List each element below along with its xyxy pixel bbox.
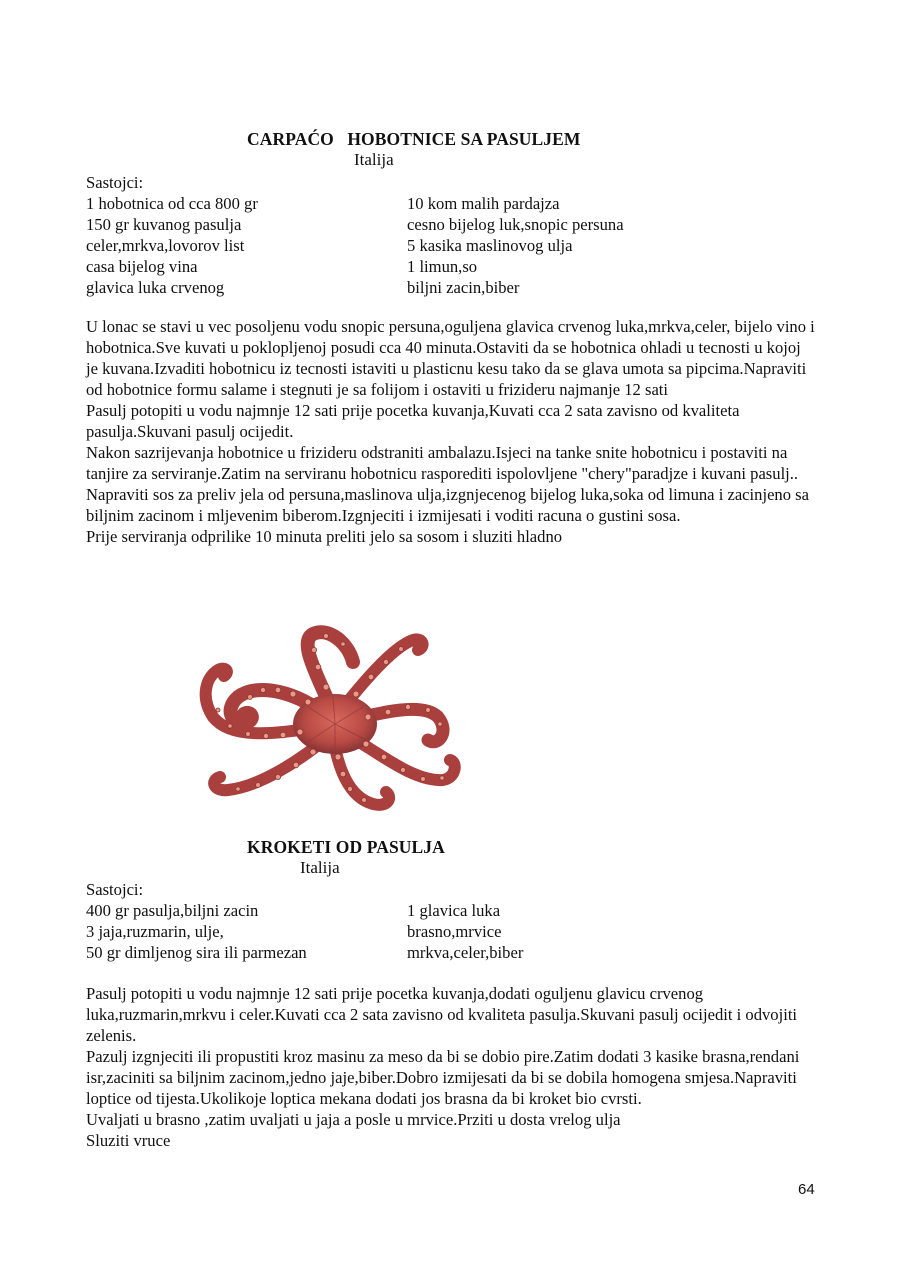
page-number: 64 xyxy=(798,1181,815,1198)
recipe-1-origin: Italija xyxy=(354,150,394,169)
ingredient-item: 3 jaja,ruzmarin, ulje, xyxy=(86,922,224,941)
recipe-2-title: KROKETI OD PASULJA xyxy=(247,837,445,857)
ingredient-item: 10 kom malih pardajza xyxy=(407,194,560,213)
recipe-2-ingredients-label: Sastojci: xyxy=(86,880,144,899)
instruction-paragraph: Uvaljati u brasno ,zatim uvaljati u jaja a posle u mrvice.Prziti u dosta vrelog ulja xyxy=(86,1110,621,1129)
instruction-paragraph: Napraviti sos za preliv jela od persuna,maslinova ulja,izgnjecenog bijelog luka,soka od limuna i zacinjeno sa biljnim zacinom i mljevenim biberom.Izgnjeciti i izmijesati i voditi racuna o gustini sosa. xyxy=(86,485,809,525)
ingredient-item: 1 glavica luka xyxy=(407,901,501,920)
ingredient-item: 1 limun,so xyxy=(407,257,478,276)
recipe-1-title-part1: CARPAĆO xyxy=(247,129,334,149)
instruction-paragraph: Sluziti vruce xyxy=(86,1131,171,1150)
recipe-1-ingredients-left xyxy=(86,193,258,298)
instruction-paragraph: Pasulj potopiti u vodu najmnje 12 sati prije pocetka kuvanja,dodati oguljenu glavicu crvenog luka,ruzmarin,mrkvu i celer.Kuvati cca 2 sata zavisno od kvaliteta pasulja.Skuvani pasulj ocijedit i odvojiti zelenis. xyxy=(86,984,798,1045)
recipe-1-ingredients-right xyxy=(407,193,624,298)
recipe-1-title xyxy=(247,129,581,150)
instruction-paragraph: U lonac se stavi u vec posoljenu vodu snopic persuna,oguljena glavica crvenog luka,mrkva,celer, bijelo vino i hobotnica.Sve kuvati u poklopljenoj posudi cca 40 minuta.Ostaviti da se hobotnica ohladi u tecnosti u kojoj je kuvana.Izvaditi hobotnicu iz tecnosti istaviti u plasticnu kesu tako da se glava umota sa pipcima.Napraviti od hobotnice formu salame i stegnuti je sa folijom i ostaviti u frizideru najmanje 12 sati xyxy=(86,317,815,399)
recipe-1-instructions xyxy=(86,316,816,547)
ingredient-item: 150 gr kuvanog pasulja xyxy=(86,215,242,234)
ingredient-item: 50 gr dimljenog sira ili parmezan xyxy=(86,943,307,962)
ingredient-item: celer,mrkva,lovorov list xyxy=(86,236,245,255)
instruction-paragraph: Pazulj izgnjeciti ili propustiti kroz masinu za meso da bi se dobio pire.Zatim dodati 3 kasike brasna,rendani isr,zaciniti sa biljnim zacinom,jedno jaje,biber.Dobro izmijesati da bi se dobila homogena smjesa.Napraviti loptice od tijesta.Ukolikoje loptica mekana dodati jos brasna da bi kroket bio cvrsti. xyxy=(86,1047,800,1108)
recipe-2-ingredients-left xyxy=(86,900,307,963)
ingredient-item: 1 hobotnica od cca 800 gr xyxy=(86,194,258,213)
ingredient-item: 5 kasika maslinovog ulja xyxy=(407,236,573,255)
recipe-2-origin: Italija xyxy=(300,858,340,877)
recipe-1-ingredients-label: Sastojci: xyxy=(86,173,144,192)
recipe-1-title-part2: HOBOTNICE SA PASULJEM xyxy=(347,129,581,149)
ingredient-item: 400 gr pasulja,biljni zacin xyxy=(86,901,259,920)
ingredient-item: biljni zacin,biber xyxy=(407,278,520,297)
recipe-2-ingredients-right xyxy=(407,900,523,963)
recipe-2-instructions xyxy=(86,983,816,1151)
ingredient-item: casa bijelog vina xyxy=(86,257,198,276)
ingredient-item: brasno,mrvice xyxy=(407,922,502,941)
ingredient-item: cesno bijelog luk,snopic persuna xyxy=(407,215,624,234)
ingredient-item: mrkva,celer,biber xyxy=(407,943,524,962)
ingredient-item: glavica luka crvenog xyxy=(86,278,225,297)
instruction-paragraph: Nakon sazrijevanja hobotnice u frizideru odstraniti ambalazu.Isjeci na tanke snite hobotnicu i postaviti na tanjire za serviranje.Zatim na serviranu hobotnicu rasporediti ispolovljene "chery"paradjze i kuvani pasulj.. xyxy=(86,443,799,483)
instruction-paragraph: Prije serviranja odprilike 10 minuta preliti jelo sa sosom i sluziti hladno xyxy=(86,527,563,546)
instruction-paragraph: Pasulj potopiti u vodu najmnje 12 sati prije pocetka kuvanja,Kuvati cca 2 sata zavisno od kvaliteta pasulja.Skuvani pasulj ocijedit. xyxy=(86,401,740,441)
octopus-photo xyxy=(188,622,468,818)
